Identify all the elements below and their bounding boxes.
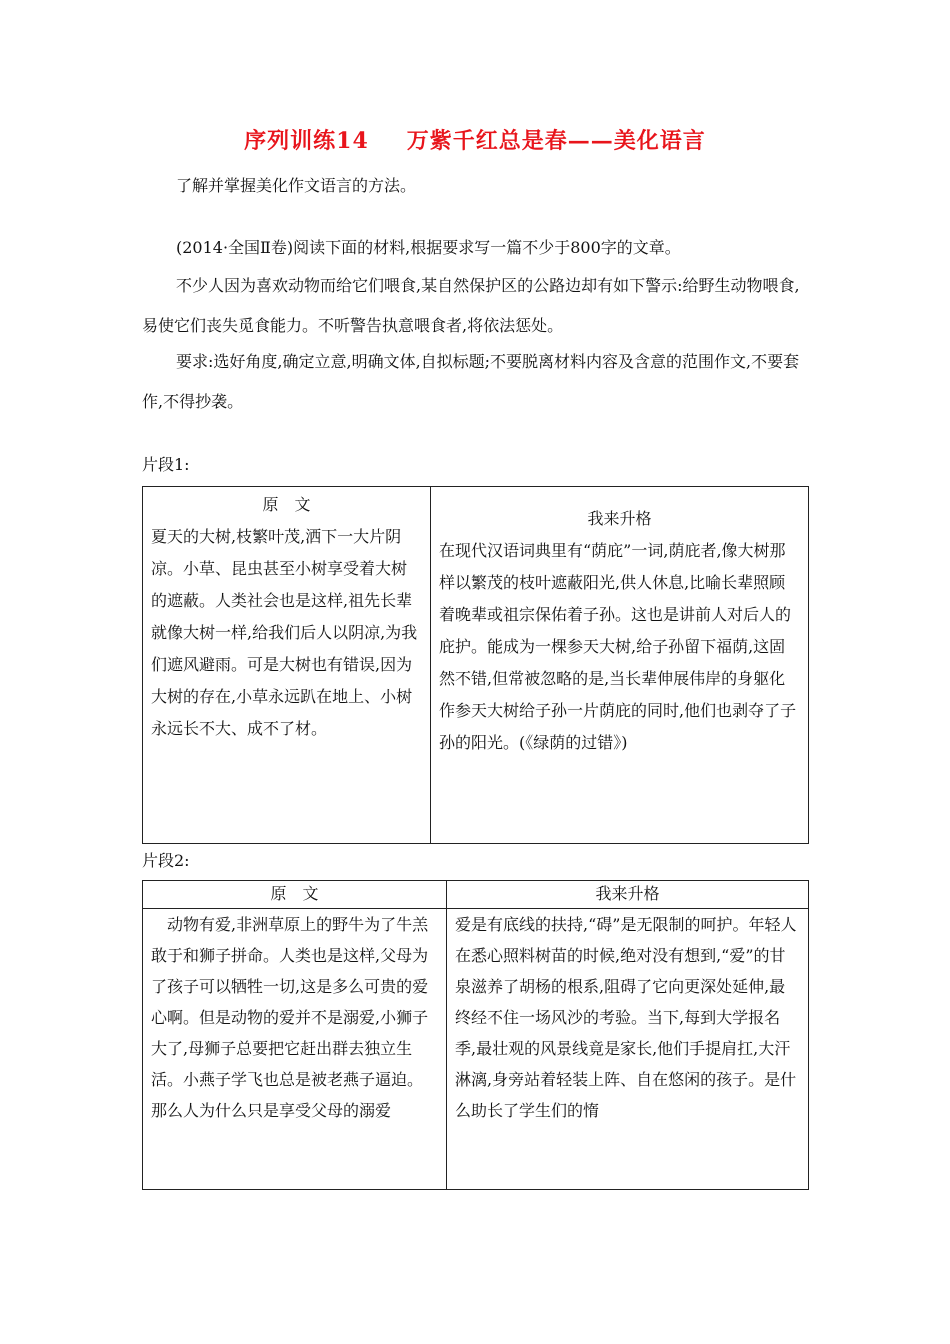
learning-goal: 了解并掌握美化作文语言的方法。 <box>176 176 417 195</box>
segment2-upgrade-header: 我来升格 <box>447 881 809 909</box>
segment2-upgrade-cell <box>447 909 809 1190</box>
segment1-original-header: 原 文 <box>262 495 311 514</box>
segment2-label: 片段2: <box>142 851 190 870</box>
segment1-upgrade-header: 我来升格 <box>587 509 652 528</box>
segment1-original-text: 夏天的大树,枝繁叶茂,洒下一大片阴凉。小草、昆虫甚至小树享受着大树的遮蔽。人类社会也是这样,祖先长辈就像大树一样,给我们后人以阴凉,为我们遮风避雨。可是大树也有错误,因为大树的存在,小草永远趴在地上、小树永远长不大、成不了材。 <box>151 527 418 738</box>
title-series: 序列训练14 <box>244 128 369 154</box>
segment2-upgrade-text: 爱是有底线的扶持,“碍”是无限制的呵护。年轻人在悉心照料树苗的时候,绝对没有想到,“爱”的甘泉滋养了胡杨的根系,阻碍了它向更深处延伸,最终经不住一场风沙的考验。当下,每到大学报名季,最壮观的风景线竟是家长,他们手提肩扛,大汗淋漓,身旁站着轻装上阵、自在悠闲的孩子。是什么助长了学生们的惰 <box>455 915 797 1120</box>
page-title <box>0 124 950 155</box>
segment2-table <box>142 880 809 1190</box>
segment1-original-cell <box>143 487 431 844</box>
prompt-requirement: 要求:选好角度,确定立意,明确文体,自拟标题;不要脱离材料内容及含意的范围作文,不要套作,不得抄袭。 <box>142 352 800 411</box>
segment1-upgrade-cell <box>431 487 809 844</box>
segment2-original-header: 原 文 <box>143 881 447 909</box>
prompt-material: 不少人因为喜欢动物而给它们喂食,某自然保护区的公路边却有如下警示:给野生动物喂食,易使它们丧失觅食能力。不听警告执意喂食者,将依法惩处。 <box>142 276 800 335</box>
segment1-table <box>142 486 809 844</box>
segment1-label: 片段1: <box>142 455 190 474</box>
segment1-upgrade-text: 在现代汉语词典里有“荫庇”一词,荫庇者,像大树那样以繁茂的枝叶遮蔽阳光,供人休息,比喻长辈照顾着晚辈或祖宗保佑着子孙。这也是讲前人对后人的庇护。能成为一棵参天大树,给子孙留下福荫,这固然不错,但常被忽略的是,当长辈伸展伟岸的身躯化作参天大树给子孙一片荫庇的同时,他们也剥夺了子孙的阳光。(《绿荫的过错》) <box>439 541 797 752</box>
prompt-source: (2014·全国Ⅱ卷)阅读下面的材料,根据要求写一篇不少于800字的文章。 <box>176 238 681 257</box>
segment2-original-text: 动物有爱,非洲草原上的野牛为了牛羔敢于和狮子拼命。人类也是这样,父母为了孩子可以牺牲一切,这是多么可贵的爱心啊。但是动物的爱并不是溺爱,小狮子大了,母狮子总要把它赶出群去独立生活。小燕子学飞也总是被老燕子逼迫。那么人为什么只是享受父母的溺爱 <box>151 915 429 1120</box>
title-topic: 万紫千红总是春——美化语言 <box>406 128 706 154</box>
segment2-original-cell <box>143 909 447 1190</box>
